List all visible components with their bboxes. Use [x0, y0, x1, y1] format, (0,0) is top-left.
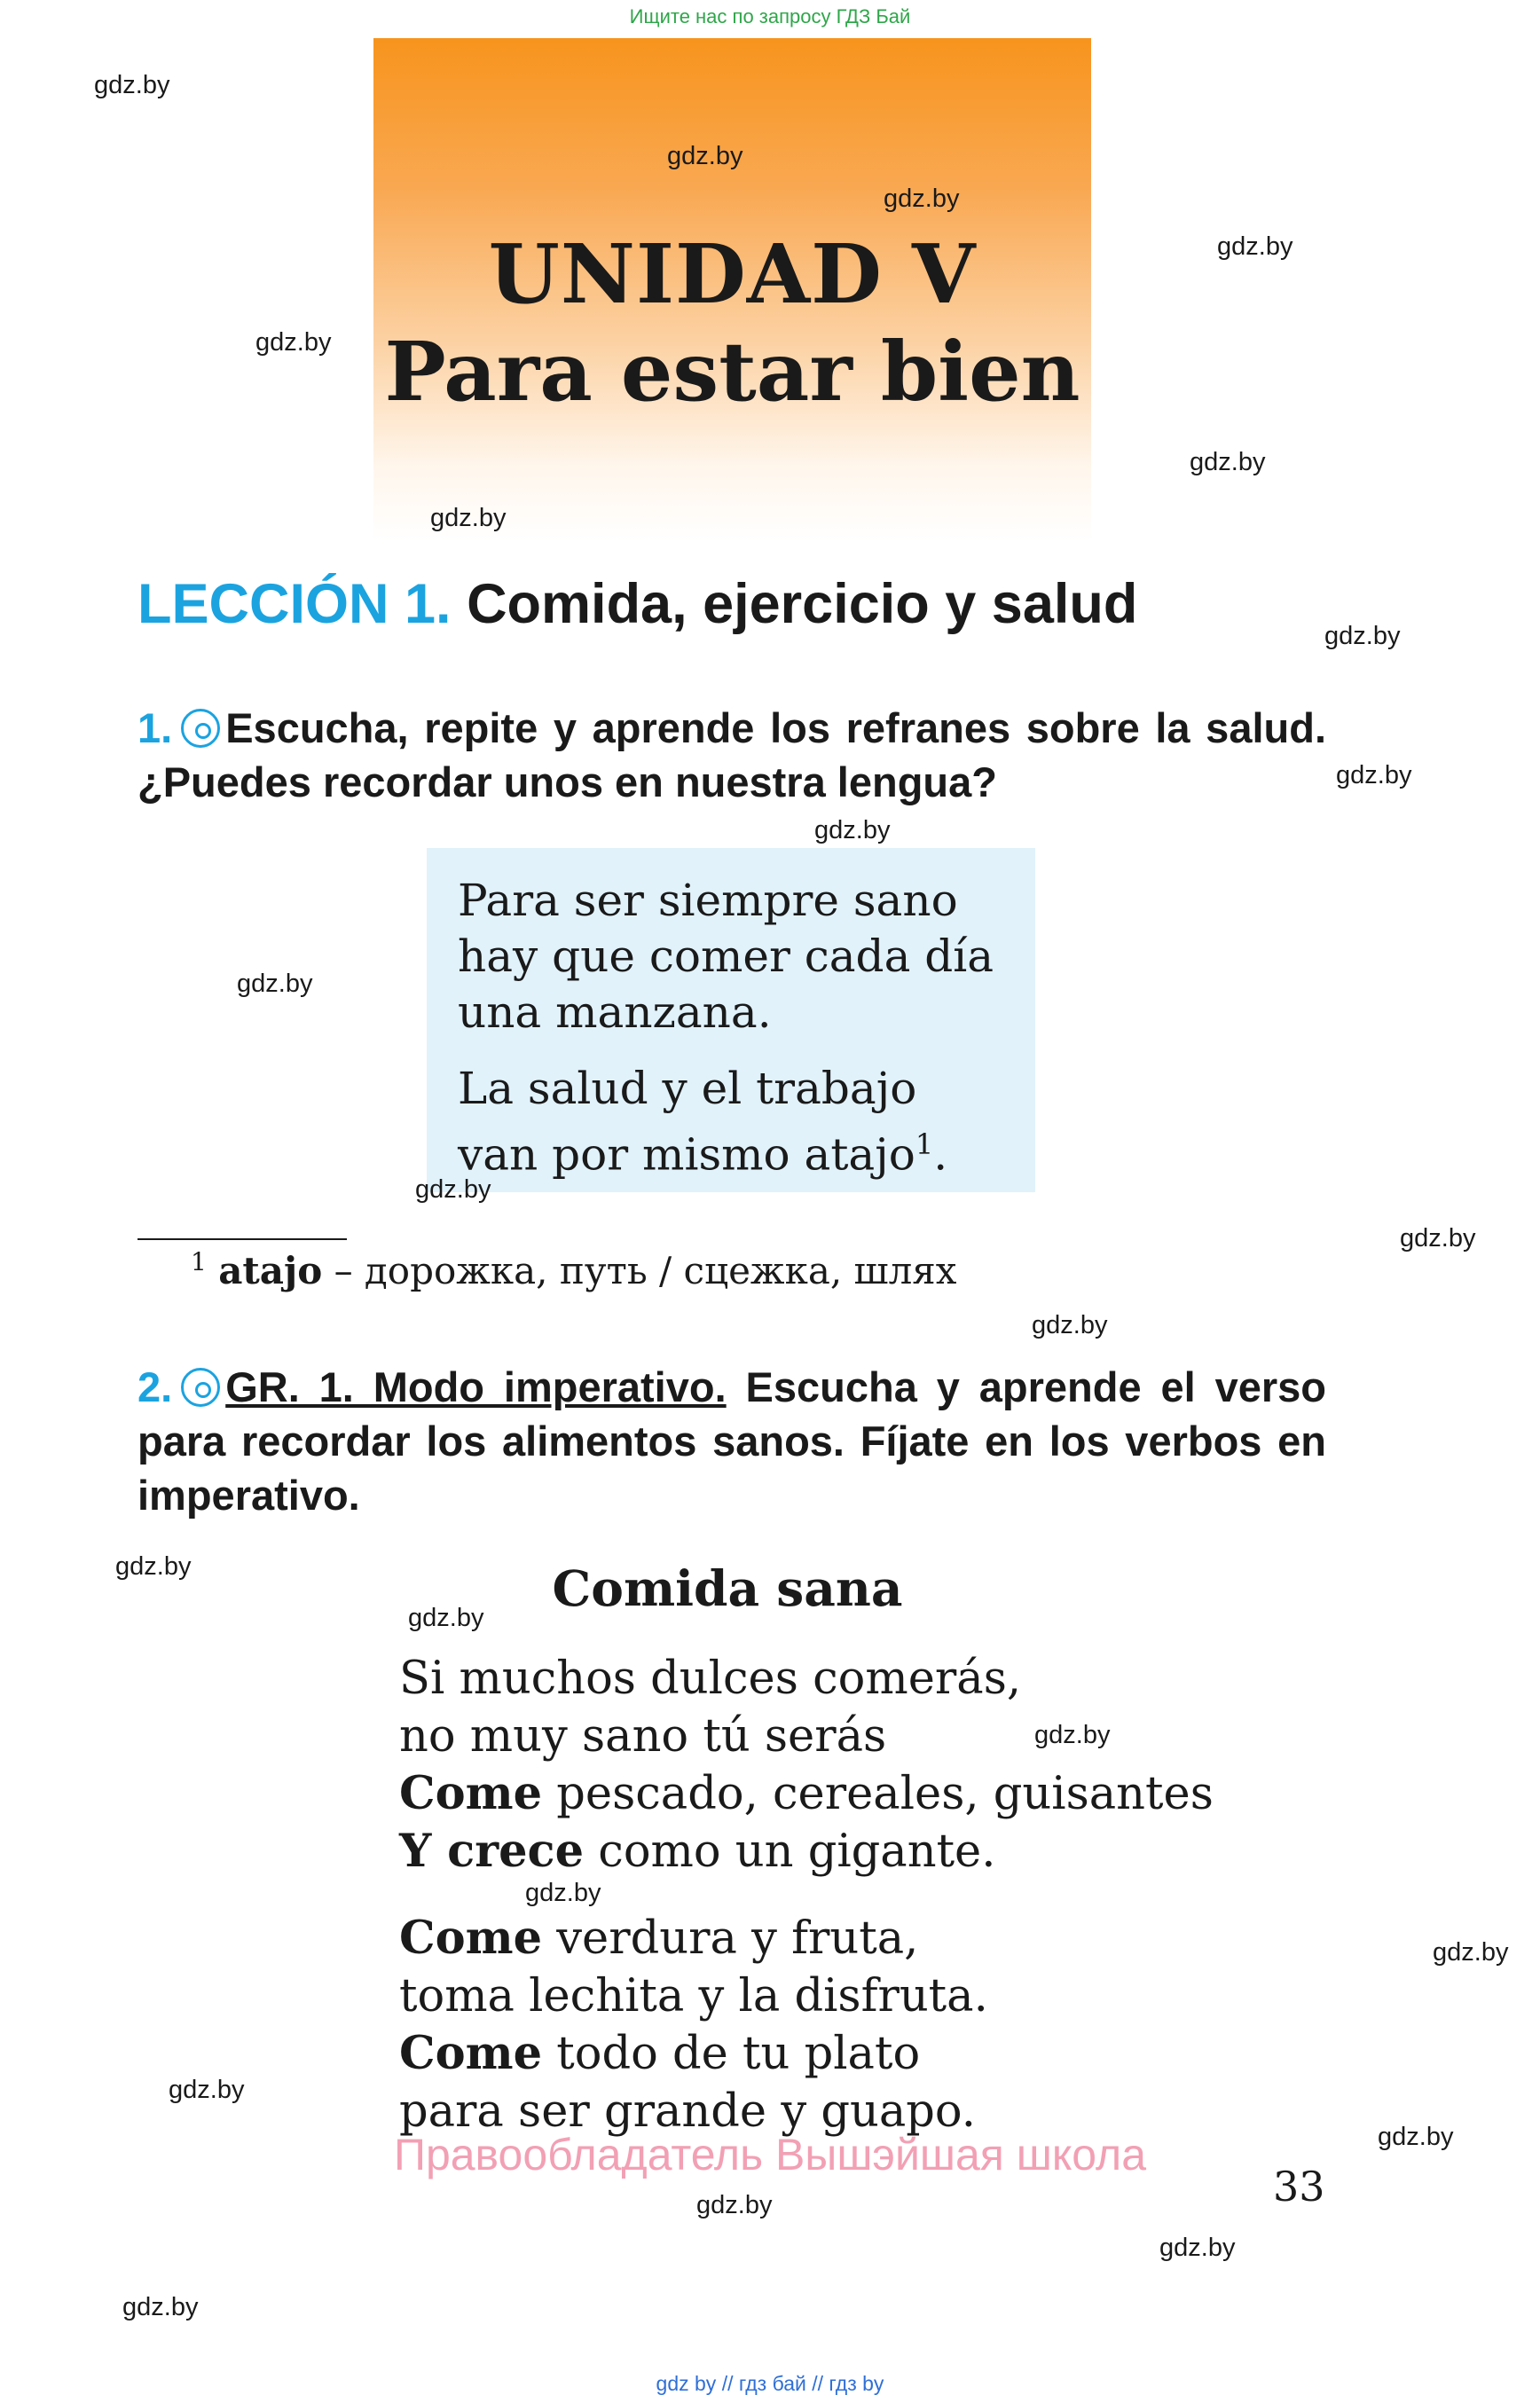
bottom-links[interactable]: gdz by // гдз бай // гдз by [656, 2372, 884, 2395]
poem-line-text: toma lechita y la disfruta. [399, 1970, 988, 2022]
footnote-term: atajo [218, 1249, 323, 1292]
footnote-marker: 1 [915, 1127, 934, 1161]
watermark: gdz.by [814, 816, 891, 844]
lesson-title: Comida, ejercicio y salud [467, 573, 1138, 635]
proverb-2-line [458, 1117, 947, 1183]
footnote-divider [138, 1238, 347, 1240]
proverb-1-line: hay que comer cada día [458, 931, 994, 982]
exercise-1-text: Escucha, repite y aprende los refranes sobre la salud. ¿Puedes recordar unos en nuestra lengua? [138, 704, 1326, 805]
watermark: gdz.by [1433, 1938, 1509, 1967]
watermark: gdz.by [1336, 761, 1412, 789]
watermark: gdz.by [696, 2191, 773, 2219]
footnote-definition: – дорожка, путь / сцежка, шлях [322, 1249, 957, 1292]
poem-line [399, 2027, 920, 2080]
rights-holder-notice: Правообладатель Вышэйшая школа [394, 2130, 1146, 2179]
watermark: gdz.by [122, 2293, 199, 2321]
proverb-2 [458, 1061, 947, 1183]
poem-line-text: verdura y fruta, [542, 1912, 919, 1965]
footnote-number: 1 [191, 1247, 207, 1276]
poem-line-text: Si muchos dulces comerás, [399, 1653, 1022, 1705]
grammar-link[interactable]: GR. 1. Modo imperativo. [225, 1363, 727, 1410]
page-number: 33 [1273, 2163, 1325, 2211]
poem-line-text: todo de tu plato [542, 2028, 921, 2080]
lesson-heading [138, 572, 1137, 636]
poem-line [399, 1652, 1021, 1705]
watermark: gdz.by [667, 142, 743, 170]
poem-line-text: no muy sano tú serás [399, 1710, 887, 1763]
audio-disc-icon[interactable] [181, 709, 220, 748]
watermark: gdz.by [525, 1879, 601, 1907]
proverb-1-line: una manzana. [458, 986, 772, 1038]
watermark: gdz.by [1032, 1311, 1108, 1339]
poem-line-text: como un gigante. [584, 1826, 996, 1878]
top-search-link[interactable]: Ищите нас по запросу ГДЗ Бай [629, 5, 911, 27]
watermark: gdz.by [115, 1552, 192, 1581]
exercise-2-text: Escucha y aprende el verso para recordar los alimentos sanos. Fíjate en los verbos en imperativo. [138, 1363, 1326, 1519]
watermark: gdz.by [884, 185, 960, 213]
unit-subtitle: Para estar bien [384, 324, 1080, 420]
watermark: gdz.by [1324, 622, 1401, 650]
watermark: gdz.by [94, 71, 170, 99]
proverb-2-line-text: van por mismo atajo [458, 1128, 915, 1181]
poem-line [399, 1825, 995, 1878]
exercise-1 [138, 701, 1326, 809]
poem-line-verb: Come [399, 2027, 543, 2080]
watermark: gdz.by [1034, 1721, 1111, 1749]
watermark: gdz.by [255, 328, 332, 357]
watermark: gdz.by [237, 970, 313, 998]
watermark: gdz.by [1159, 2234, 1236, 2262]
watermark: gdz.by [1217, 232, 1293, 261]
exercise-2-number: 2. [138, 1363, 173, 1410]
proverb-2-line: La salud y el trabajo [458, 1063, 917, 1114]
poem-line-verb: Come [399, 1767, 543, 1820]
poem-line-text: pescado, cereales, guisantes [542, 1768, 1214, 1820]
audio-disc-icon[interactable] [181, 1368, 220, 1407]
poem-line-verb: Come [399, 1912, 543, 1965]
unit-title: UNIDAD V [488, 226, 977, 322]
poem-line [399, 1709, 886, 1763]
poem-line [399, 1767, 1214, 1820]
proverb-2-period: . [933, 1128, 948, 1181]
watermark: gdz.by [1190, 448, 1266, 476]
watermark: gdz.by [408, 1604, 484, 1632]
watermark: gdz.by [1378, 2123, 1454, 2151]
lesson-number: LECCIÓN 1. [138, 573, 452, 635]
proverb-1-line: Para ser siempre sano [458, 875, 958, 926]
watermark: gdz.by [169, 2076, 245, 2104]
poem-line [399, 1912, 918, 1965]
footnote [191, 1247, 956, 1292]
poem-line [399, 1969, 988, 2022]
watermark: gdz.by [1400, 1224, 1476, 1253]
proverb-box [427, 848, 1035, 1192]
proverb-1 [458, 873, 994, 1041]
poem-line-text: para ser grande y guapo. [399, 2085, 976, 2138]
exercise-2 [138, 1360, 1326, 1522]
watermark: gdz.by [430, 504, 507, 532]
watermark: gdz.by [415, 1175, 491, 1204]
poem-title: Comida sana [552, 1559, 903, 1617]
poem-line-verb: Y crece [399, 1825, 585, 1878]
exercise-1-number: 1. [138, 704, 173, 751]
